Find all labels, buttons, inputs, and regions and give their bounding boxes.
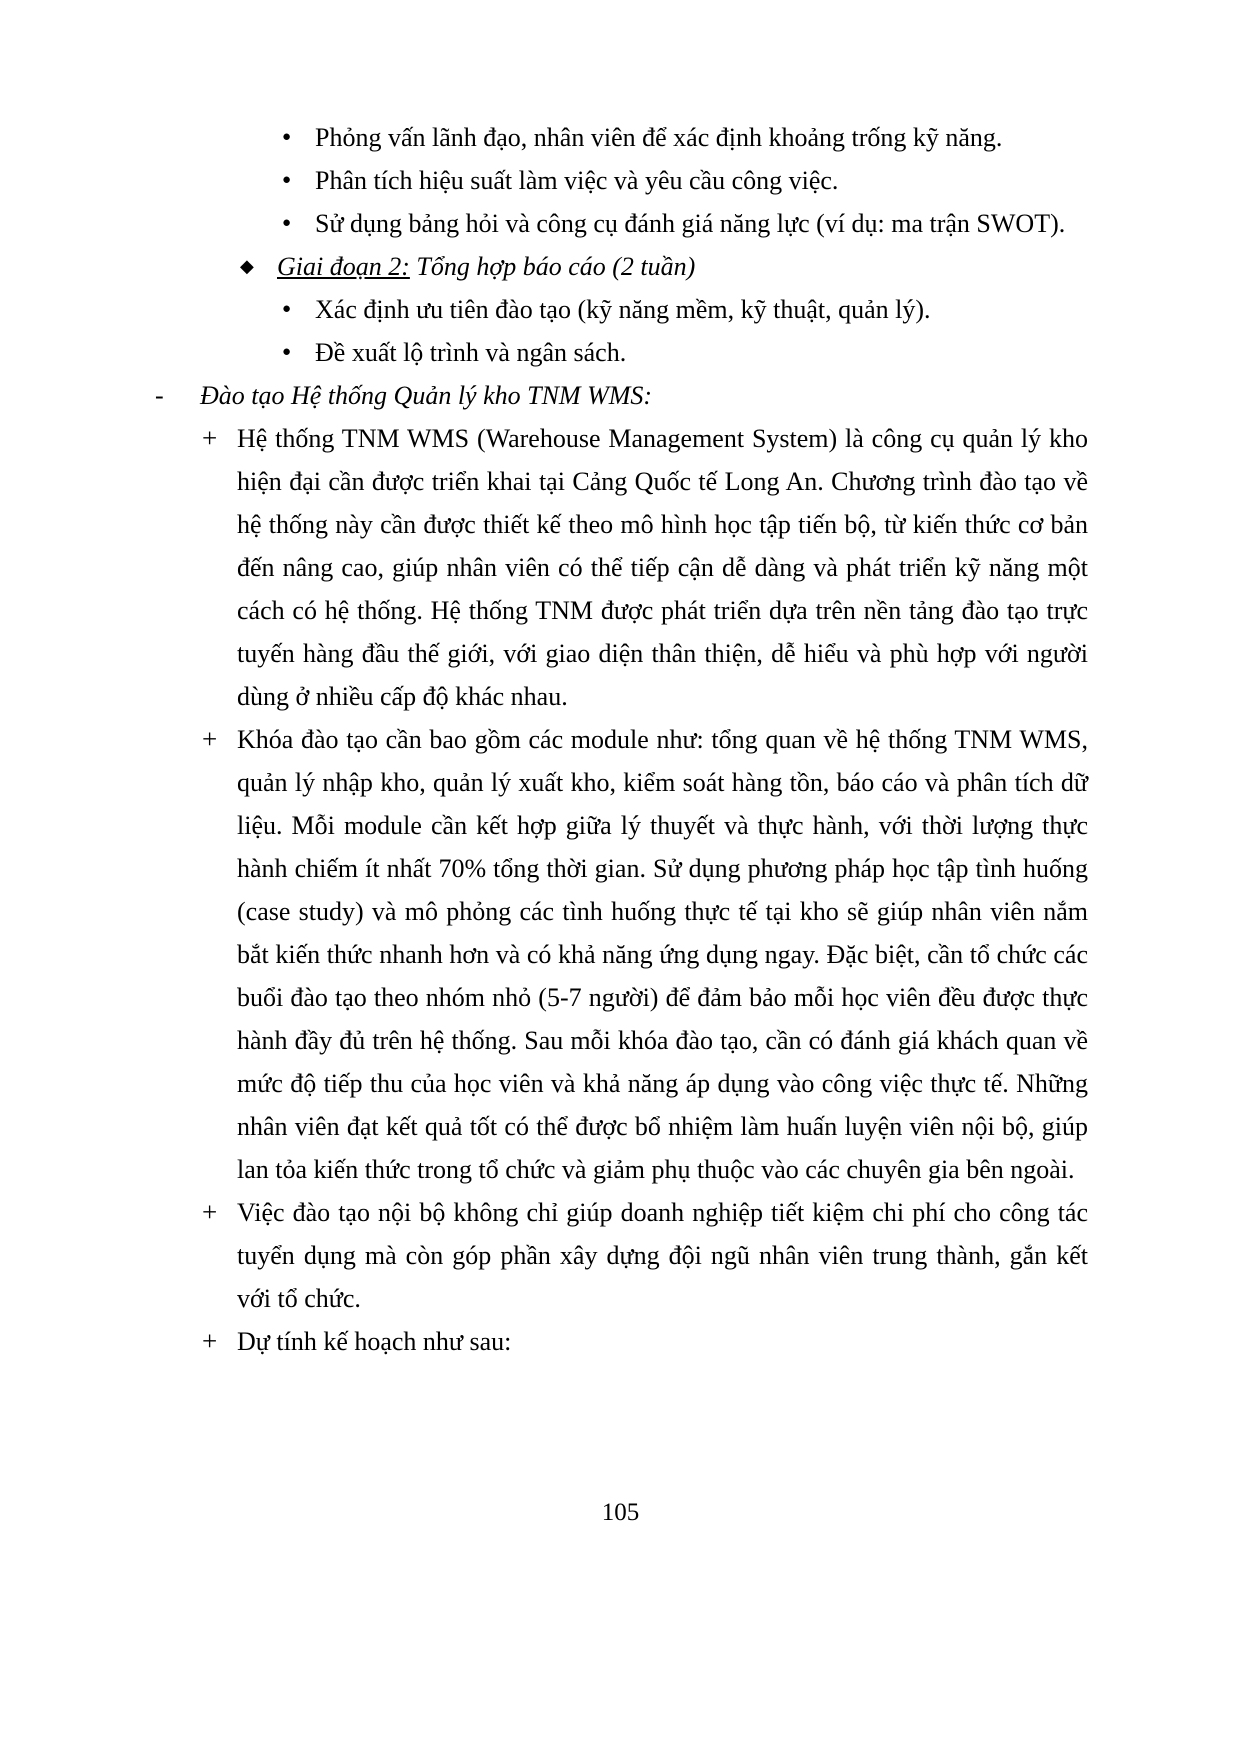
paragraph-text: Khóa đào tạo cần bao gồm các module như: tổng quan về hệ thống TNM WMS, quản lý nhập kho, quản lý xuất kho, kiểm soát hàng tồn, báo cáo và phân tích dữ liệu. Mỗi module cần kết hợp giữa lý thuyết và thực hành, với thời lượng thực hành chiếm ít nhất 70% tổng thời gian. Sử dụng phương pháp học tập tình huống (case study) và mô phỏng các tình huống thực tế tại kho sẽ giúp nhân viên nắm bắt kiến thức nhanh hơn và có khả năng ứng dụng ngay. Đặc biệt, cần tổ chức các buổi đào tạo theo nhóm nhỏ (5-7 người) để đảm bảo mỗi học viên đều được thực hành đầy đủ trên hệ thống. Sau mỗi khóa đào tạo, cần có đánh giá khách quan về mức độ tiếp thu của học viên và khả năng áp dụng vào công việc thực tế. Những nhân viên đạt kết quả tốt có thể được bổ nhiệm làm huấn luyện viên nội bộ, giúp lan tỏa kiến thức trong tổ chức và giảm phụ thuộc vào các chuyên gia bên ngoài. bbox=[237, 725, 1088, 1184]
list-item bbox=[0, 288, 1088, 331]
plus-bullet-icon: + bbox=[202, 724, 218, 754]
plus-bullet-icon: + bbox=[202, 1326, 218, 1356]
list-item bbox=[0, 159, 1088, 202]
list-item-text: Đề xuất lộ trình và ngân sách. bbox=[315, 338, 627, 367]
list-item-paragraph bbox=[0, 417, 1088, 718]
circle-bullet-icon: ● bbox=[282, 301, 292, 317]
list-item-paragraph bbox=[0, 718, 1088, 1191]
plus-bullet-icon: + bbox=[202, 1197, 218, 1227]
list-item-text: Xác định ưu tiên đào tạo (kỹ năng mềm, kỹ thuật, quản lý). bbox=[315, 295, 931, 324]
paragraph-text: Hệ thống TNM WMS (Warehouse Management System) là công cụ quản lý kho hiện đại cần được triển khai tại Cảng Quốc tế Long An. Chương trình đào tạo về hệ thống này cần được thiết kế theo mô hình học tập tiến bộ, từ kiến thức cơ bản đến nâng cao, giúp nhân viên có thể tiếp cận dễ dàng và phát triển kỹ năng một cách có hệ thống. Hệ thống TNM được phát triển dựa trên nền tảng đào tạo trực tuyến hàng đầu thế giới, với giao diện thân thiện, dễ hiểu và phù hợp với người dùng ở nhiều cấp độ khác nhau. bbox=[237, 424, 1088, 711]
circle-bullet-icon: ● bbox=[282, 129, 292, 145]
diamond-bullet-icon: ◆ bbox=[240, 256, 254, 276]
page-content bbox=[0, 116, 1241, 1363]
list-item bbox=[0, 202, 1088, 245]
paragraph-text: Dự tính kế hoạch như sau: bbox=[237, 1327, 512, 1356]
list-item-text: Phân tích hiệu suất làm việc và yêu cầu công việc. bbox=[315, 166, 839, 195]
circle-bullet-icon: ● bbox=[282, 344, 292, 360]
list-item-text: Đào tạo Hệ thống Quản lý kho TNM WMS: bbox=[200, 381, 653, 410]
paragraph-text: Việc đào tạo nội bộ không chỉ giúp doanh nghiệp tiết kiệm chi phí cho công tác tuyển dụng mà còn góp phần xây dựng đội ngũ nhân viên trung thành, gắn kết với tổ chức. bbox=[237, 1198, 1088, 1313]
list-item bbox=[0, 116, 1088, 159]
list-item-phase-heading bbox=[0, 245, 1088, 288]
phase-label: Giai đoạn 2: bbox=[277, 252, 410, 281]
list-item-text bbox=[277, 245, 1088, 288]
list-item-text: Sử dụng bảng hỏi và công cụ đánh giá năng lực (ví dụ: ma trận SWOT). bbox=[315, 209, 1066, 238]
list-item-text: Phỏng vấn lãnh đạo, nhân viên để xác định khoảng trống kỹ năng. bbox=[315, 123, 1003, 152]
list-item bbox=[0, 331, 1088, 374]
list-item-paragraph bbox=[0, 1320, 1088, 1363]
list-item-section-heading bbox=[0, 374, 1088, 417]
list-item-paragraph bbox=[0, 1191, 1088, 1320]
dash-bullet-icon: - bbox=[155, 381, 164, 410]
phase-title: Tổng hợp báo cáo (2 tuần) bbox=[409, 252, 696, 281]
page-number: 105 bbox=[601, 1499, 640, 1526]
circle-bullet-icon: ● bbox=[282, 215, 292, 231]
plus-bullet-icon: + bbox=[202, 423, 218, 453]
circle-bullet-icon: ● bbox=[282, 172, 292, 188]
